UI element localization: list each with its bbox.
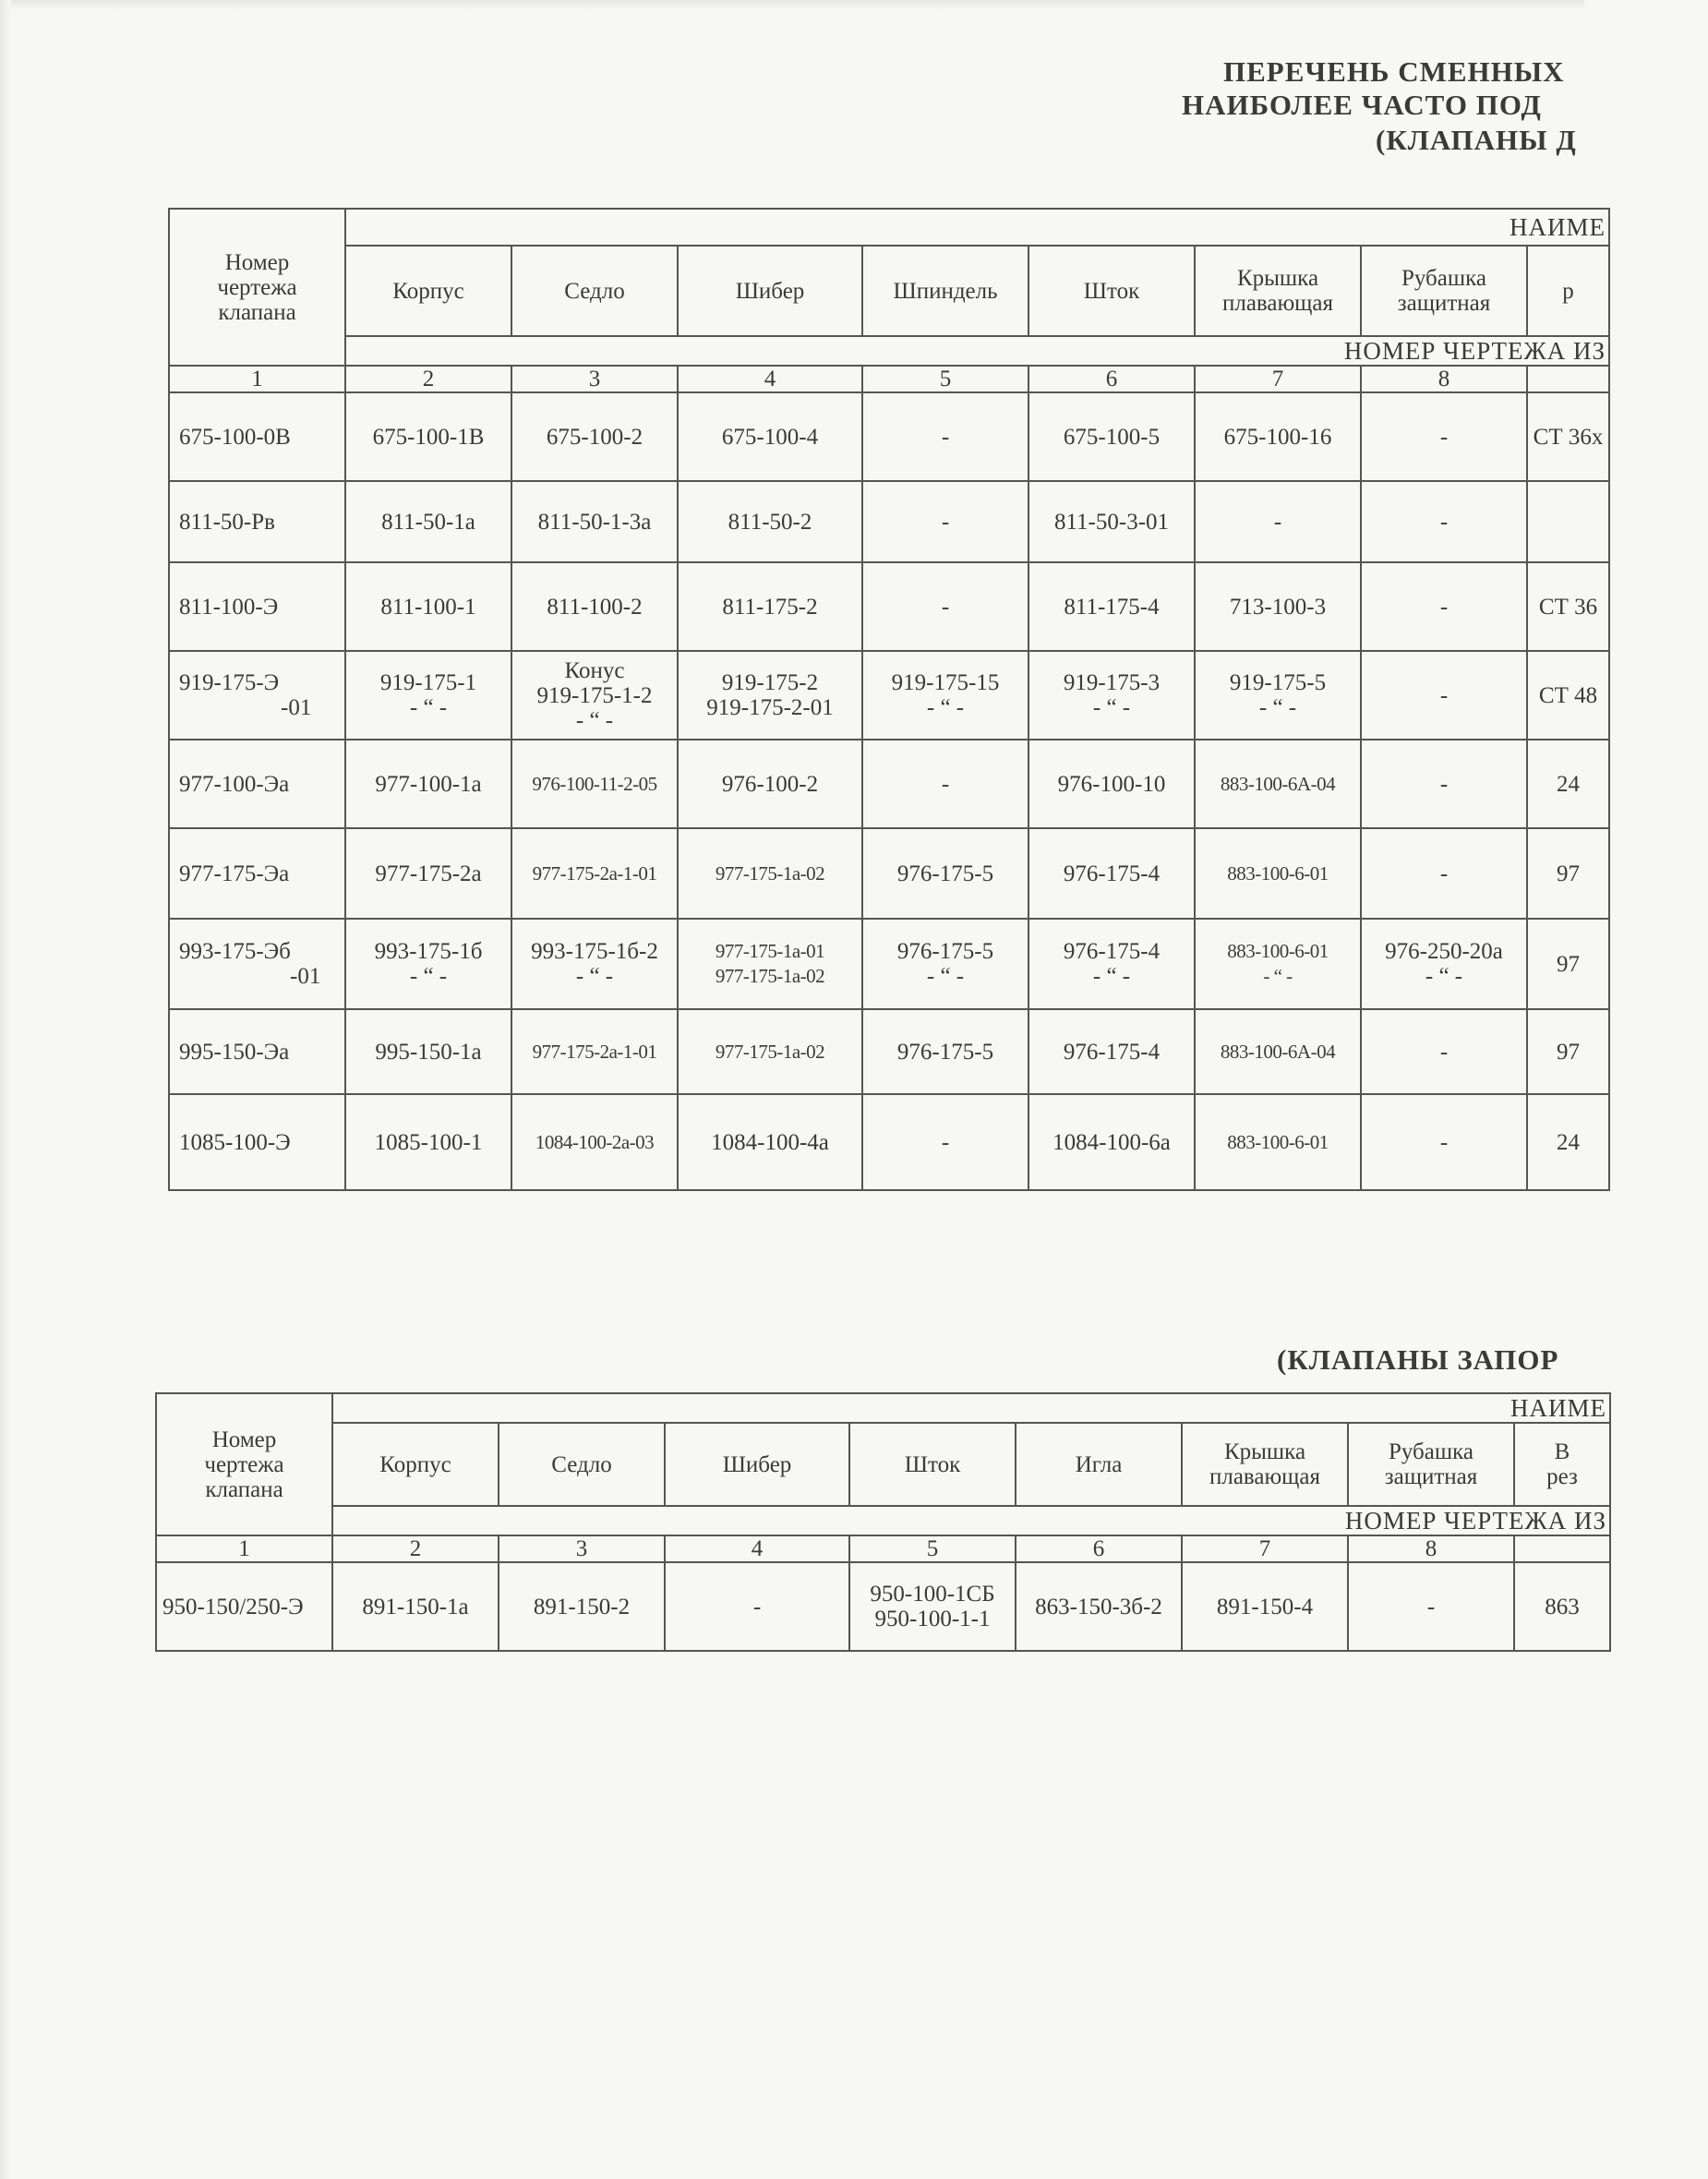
table-cell: 976-250-20а - “ - xyxy=(1361,919,1527,1009)
valve-number-header-l1: Номер xyxy=(224,249,290,275)
table-cell: 675-100-2 xyxy=(511,392,678,481)
drawing-number-header: НОМЕР ЧЕРТЕЖА ИЗ xyxy=(332,1506,1610,1535)
col-number: 2 xyxy=(345,366,511,392)
table-cell: 883-100-6-01 xyxy=(1195,1094,1361,1190)
col-number: 4 xyxy=(665,1535,849,1562)
table-cell: 950-100-1СБ 950-100-1-1 xyxy=(849,1562,1016,1651)
col-body-header: Корпус xyxy=(345,246,511,336)
table-cell: 811-50-2 xyxy=(678,481,862,562)
drawing-number-header: НОМЕР ЧЕРТЕЖА ИЗ xyxy=(345,336,1609,366)
table-cell: - xyxy=(1348,1562,1514,1651)
table-cell: 976-175-5 - “ - xyxy=(862,919,1028,1009)
table-row xyxy=(156,1562,1610,1651)
table-cell: 976-175-4 - “ - xyxy=(1028,919,1195,1009)
col-number: 2 xyxy=(332,1535,499,1562)
table-cell: 811-100-2 xyxy=(511,562,678,651)
table-cell: СТ 36х xyxy=(1527,392,1609,481)
table-cell: - xyxy=(862,740,1028,828)
table-cell: 976-175-4 xyxy=(1028,1009,1195,1094)
col-number: 5 xyxy=(862,366,1028,392)
valve-number-header-l1: Номер xyxy=(211,1427,277,1452)
col-stem-header: Шток xyxy=(849,1423,1016,1506)
valve-number-cell: 977-100-Эа xyxy=(169,740,345,828)
valve-number-cell: 675-100-0В xyxy=(169,392,345,481)
col-number: 5 xyxy=(849,1535,1016,1562)
col-needle-header: Игла xyxy=(1016,1423,1182,1506)
table-cell: 976-100-11-2-05 xyxy=(511,740,678,828)
valve-number-cell: 977-175-Эа xyxy=(169,828,345,919)
col-number: 7 xyxy=(1195,366,1361,392)
table-cell: 976-100-2 xyxy=(678,740,862,828)
col-cropped-header: В рез xyxy=(1514,1423,1610,1506)
table-cell: - xyxy=(862,562,1028,651)
col-body-header: Корпус xyxy=(332,1423,499,1506)
table-cell: - xyxy=(1361,562,1527,651)
table-cell: 977-175-1а-02 xyxy=(678,828,862,919)
table-cell: 976-175-5 xyxy=(862,1009,1028,1094)
table-cell: 977-175-2а-1-01 xyxy=(511,828,678,919)
col-gate-header: Шибер xyxy=(678,246,862,336)
table-cell: 1084-100-4а xyxy=(678,1094,862,1190)
table-cell: - xyxy=(1361,481,1527,562)
table-row xyxy=(169,1094,1609,1190)
col-number: 7 xyxy=(1182,1535,1348,1562)
table-cell: 919-175-5 - “ - xyxy=(1195,651,1361,740)
col-stem-header: Шток xyxy=(1028,246,1195,336)
table-cell: - xyxy=(862,1094,1028,1190)
column-number-row xyxy=(156,1535,1610,1562)
title-line-2: НАИБОЛЕЕ ЧАСТО ПОД xyxy=(1182,89,1542,121)
table-row xyxy=(169,562,1609,651)
table-cell: 1085-100-1 xyxy=(345,1094,511,1190)
col-seat-header: Седло xyxy=(499,1423,665,1506)
table-cell: 976-175-4 xyxy=(1028,828,1195,919)
table-cell: 24 xyxy=(1527,740,1609,828)
col-cropped-header: р xyxy=(1527,246,1609,336)
col-number: 3 xyxy=(499,1535,665,1562)
table-cell: 891-150-4 xyxy=(1182,1562,1348,1651)
table-cell: - xyxy=(862,392,1028,481)
col-number xyxy=(1514,1535,1610,1562)
table-cell: 811-50-3-01 xyxy=(1028,481,1195,562)
table-cell: - xyxy=(1361,828,1527,919)
col-jacket-header: Рубашка защитная xyxy=(1361,246,1527,336)
valve-number-cell: 950-150/250-Э xyxy=(156,1562,332,1651)
table-cell: 891-150-1а xyxy=(332,1562,499,1651)
table-cell: 883-100-6А-04 xyxy=(1195,1009,1361,1094)
table-cell: 97 xyxy=(1527,919,1609,1009)
scan-edge-left xyxy=(0,0,11,2179)
col-number xyxy=(1527,366,1609,392)
valve-number-cell: 811-100-Э xyxy=(169,562,345,651)
table-cell: 976-100-10 xyxy=(1028,740,1195,828)
title-line-3: (КЛАПАНЫ Д xyxy=(1376,124,1577,156)
table-cell: 713-100-3 xyxy=(1195,562,1361,651)
col-number: 1 xyxy=(169,366,345,392)
table-cell: 811-50-1-3а xyxy=(511,481,678,562)
col-jacket-header: Рубашка защитная xyxy=(1348,1423,1514,1506)
col-gate-header: Шибер xyxy=(665,1423,849,1506)
table-cell: 675-100-16 xyxy=(1195,392,1361,481)
table-cell: 883-100-6-01 xyxy=(1195,828,1361,919)
col-spindle-header: Шпиндель xyxy=(862,246,1028,336)
table-cell: 811-50-1а xyxy=(345,481,511,562)
valve-number-cell: 993-175-Эб -01 xyxy=(169,919,345,1009)
table-cell: 97 xyxy=(1527,828,1609,919)
valve-number-cell: 1085-100-Э xyxy=(169,1094,345,1190)
table-cell: 977-100-1а xyxy=(345,740,511,828)
table-cell xyxy=(1527,481,1609,562)
table-cell: - xyxy=(1361,651,1527,740)
table-cell: 1084-100-2а-03 xyxy=(511,1094,678,1190)
table-row xyxy=(169,392,1609,481)
table-row xyxy=(169,740,1609,828)
col-number: 6 xyxy=(1028,366,1195,392)
table-cell: 811-100-1 xyxy=(345,562,511,651)
table-cell: 863 xyxy=(1514,1562,1610,1651)
scan-edge-top xyxy=(0,0,1584,9)
table-cell: Конус 919-175-1-2 - “ - xyxy=(511,651,678,740)
table-cell: 675-100-1В xyxy=(345,392,511,481)
valve-number-header-l3: клапана xyxy=(218,299,296,325)
table-cell: 675-100-5 xyxy=(1028,392,1195,481)
table-cell: 993-175-1б - “ - xyxy=(345,919,511,1009)
col-seat-header: Седло xyxy=(511,246,678,336)
table-cell: - xyxy=(1361,740,1527,828)
col-number: 3 xyxy=(511,366,678,392)
table-cell: 97 xyxy=(1527,1009,1609,1094)
table-cell: 863-150-3б-2 xyxy=(1016,1562,1182,1651)
table-cell: 883-100-6А-04 xyxy=(1195,740,1361,828)
table-row xyxy=(169,481,1609,562)
column-number-row xyxy=(169,366,1609,392)
table-cell: 919-175-2 919-175-2-01 xyxy=(678,651,862,740)
table-cell: 977-175-2а-1-01 xyxy=(511,1009,678,1094)
table-cell: СТ 36 xyxy=(1527,562,1609,651)
table-cell: 919-175-1 - “ - xyxy=(345,651,511,740)
table-cell: 24 xyxy=(1527,1094,1609,1190)
col-number: 1 xyxy=(156,1535,332,1562)
table-row xyxy=(169,828,1609,919)
title-line-1: ПЕРЕЧЕНЬ СМЕННЫХ xyxy=(1223,55,1565,88)
table-cell: 993-175-1б-2 - “ - xyxy=(511,919,678,1009)
valve-number-cell: 811-50-Рв xyxy=(169,481,345,562)
valve-parts-table xyxy=(168,208,1610,1191)
table-cell: 919-175-3 - “ - xyxy=(1028,651,1195,740)
table-cell: 919-175-15 - “ - xyxy=(862,651,1028,740)
valve-number-header-l2: чертежа xyxy=(204,1451,284,1477)
table-cell: 811-175-2 xyxy=(678,562,862,651)
table-cell: 976-175-5 xyxy=(862,828,1028,919)
table-cell: 883-100-6-01 - “ - xyxy=(1195,919,1361,1009)
table-cell: 977-175-1а-01 977-175-1а-02 xyxy=(678,919,862,1009)
section-subtitle: (КЛАПАНЫ ЗАПОР xyxy=(1277,1343,1559,1376)
table-cell: 891-150-2 xyxy=(499,1562,665,1651)
table-row xyxy=(169,651,1609,740)
name-header: НАИМЕ xyxy=(332,1393,1610,1423)
col-floating-cover-header: Крышка плавающая xyxy=(1182,1423,1348,1506)
table-cell: 675-100-4 xyxy=(678,392,862,481)
col-floating-cover-header: Крышка плавающая xyxy=(1195,246,1361,336)
valve-number-cell: 995-150-Эа xyxy=(169,1009,345,1094)
table-row xyxy=(169,919,1609,1009)
table-cell: - xyxy=(1361,1009,1527,1094)
col-number: 8 xyxy=(1361,366,1527,392)
name-header: НАИМЕ xyxy=(345,209,1609,246)
table-cell: - xyxy=(1195,481,1361,562)
valve-number-header-l3: клапана xyxy=(205,1476,283,1502)
table-cell: 811-175-4 xyxy=(1028,562,1195,651)
table-cell: 977-175-2а xyxy=(345,828,511,919)
table-cell: - xyxy=(1361,392,1527,481)
table-cell: 995-150-1а xyxy=(345,1009,511,1094)
valve-number-cell: 919-175-Э -01 xyxy=(169,651,345,740)
table-cell: 977-175-1а-02 xyxy=(678,1009,862,1094)
col-number: 8 xyxy=(1348,1535,1514,1562)
table-cell: СТ 48 xyxy=(1527,651,1609,740)
table-cell: - xyxy=(1361,1094,1527,1190)
valve-number-header-l2: чертежа xyxy=(217,274,297,300)
table-row xyxy=(169,1009,1609,1094)
table-cell: 1084-100-6а xyxy=(1028,1094,1195,1190)
shutoff-valve-parts-table xyxy=(155,1392,1611,1652)
col-number: 4 xyxy=(678,366,862,392)
table-cell: - xyxy=(862,481,1028,562)
valve-number-header xyxy=(169,209,345,366)
table-cell: - xyxy=(665,1562,849,1651)
col-number: 6 xyxy=(1016,1535,1182,1562)
valve-number-header xyxy=(156,1393,332,1535)
